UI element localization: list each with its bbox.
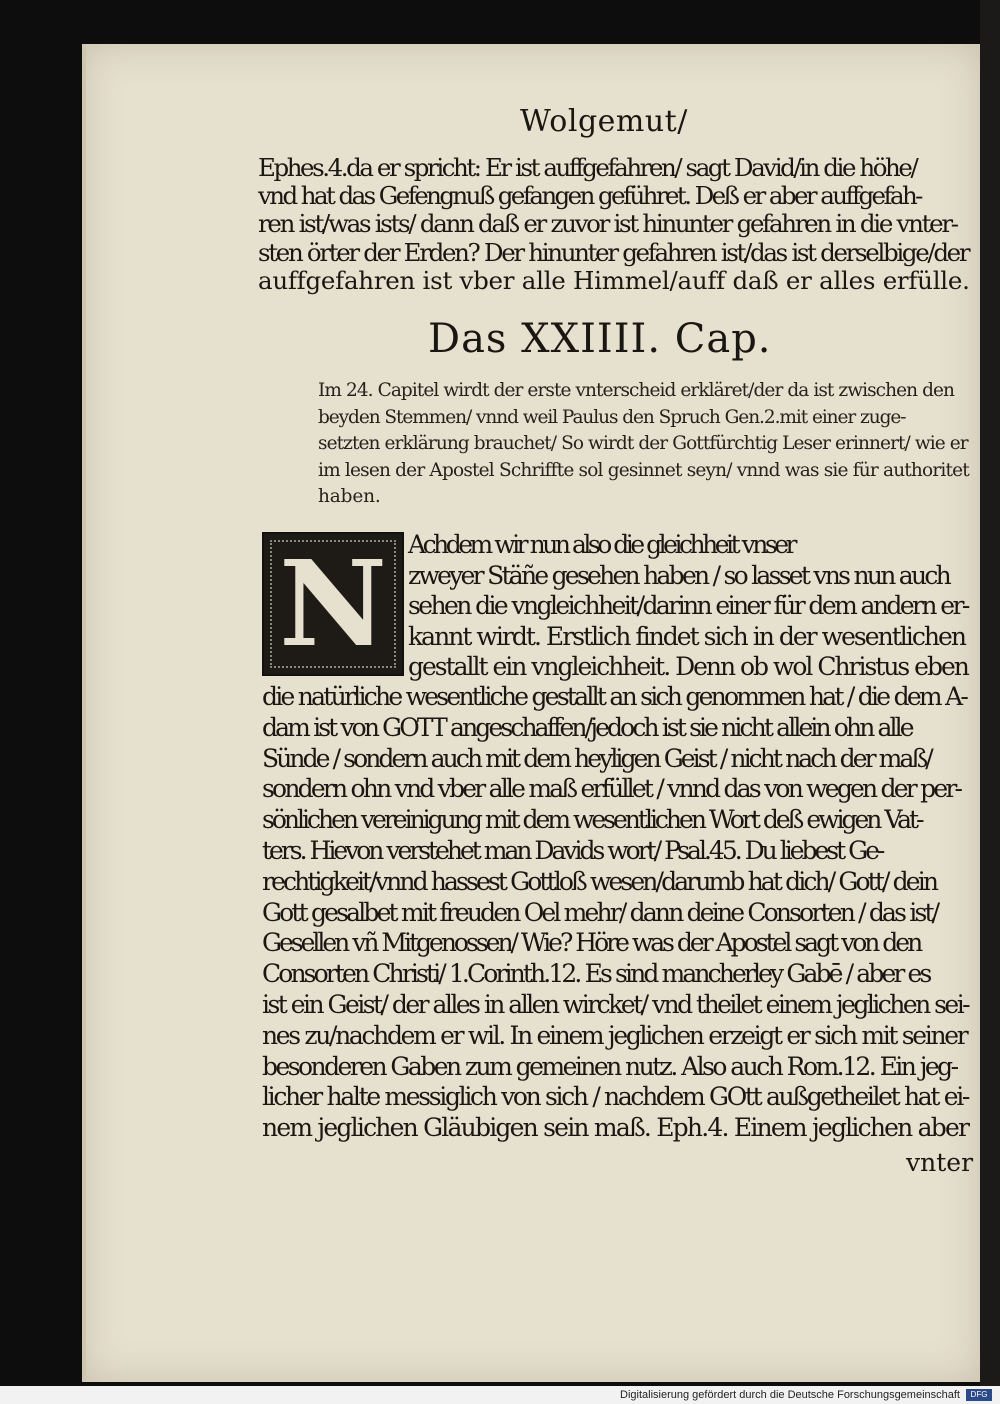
text-line: die natürliche wesentliche gestallt an sich genommen hat / die dem A- xyxy=(262,682,967,711)
text-line: Achdem wir nun also die gleichheit vnser xyxy=(408,530,794,559)
text-line: nem jeglichen Gläubigen sein maß. Eph.4. Einem jeglichen aber xyxy=(262,1113,969,1143)
text-line: ters. Hievon verstehet man Davids wort/ Psal.45. Du liebest Ge- xyxy=(262,835,883,865)
text-line: dam ist von GOTT angeschaffen/jedoch ist sie nicht allein ohn alle xyxy=(262,712,912,742)
summary-line: Im 24. Capitel wirdt der erste vnterscheid erkläret/der da ist zwischen den xyxy=(318,380,955,401)
summary-line: beyden Stemmen/ vnnd weil Paulus den Spruch Gen.2.mit einer zuge- xyxy=(318,406,906,428)
text-line: besonderen Gaben zum gemeinen nutz. Also auch Rom.12. Ein jeg- xyxy=(262,1051,957,1081)
text-line: auffgefahren ist vber alle Himmel/auff daß er alles erfülle. xyxy=(258,265,970,295)
text-line: rechtigkeit/vnnd hassest Gottloß wesen/darumb hat dich/ Gott/ dein xyxy=(262,866,937,896)
scan-edge-strip xyxy=(980,0,1000,1390)
text-line: sehen die vngleichheit/darinn einer für dem andern er- xyxy=(408,591,968,620)
text-line: sten örter der Erden? Der hinunter gefahren ist/das ist derselbige/der xyxy=(258,237,969,267)
intro-paragraph xyxy=(258,154,970,295)
chapter-summary xyxy=(318,378,969,511)
text-line: nes zu/nachdem er wil. In einem jeglichen erzeigt er sich mit seiner xyxy=(262,1020,967,1050)
funding-notice: Digitalisierung gefördert durch die Deutsche Forschungsgemeinschaft xyxy=(620,1389,960,1401)
chapter-heading: Das XXIIII. Cap. xyxy=(428,316,772,362)
text-line: Ephes.4.da er spricht: Er ist auffgefahren/ sagt David/in die höhe/ xyxy=(258,153,917,182)
page-gutter xyxy=(82,44,86,1382)
text-line: ist ein Geist/ der alles in allen wircket/ vnd theilet einem jeglichen sei- xyxy=(262,989,969,1019)
text-line: ren ist/was ists/ dann daß er zuvor ist hinunter gefahren in die vnter- xyxy=(258,209,957,239)
catchword: vnter xyxy=(906,1148,974,1177)
text-line: zweyer Stäñe gesehen haben / so lasset vns nun auch xyxy=(408,560,949,590)
dropcap-paragraph xyxy=(408,530,968,683)
text-line: vnd hat das Gefengnuß gefangen geführet. Deß er aber auffgefah- xyxy=(258,181,921,211)
initial-letter: N xyxy=(279,534,387,673)
text-line: Consorten Christi/ 1.Corinth.12. Es sind mancherley Gabē / aber es xyxy=(262,959,930,989)
summary-line: setzten erklärung brauchet/ So wirdt der Gottfürchtig Leser erinnert/ wie er xyxy=(318,433,968,455)
running-head: Wolgemut/ xyxy=(520,104,688,139)
summary-line: haben. xyxy=(318,486,381,508)
text-line: gestallt ein vngleichheit. Denn ob wol Christus eben xyxy=(408,652,968,681)
body-paragraph xyxy=(262,682,968,1144)
summary-line: im lesen der Apostel Schriffte sol gesinnet seyn/ vnnd was sie für authoritet xyxy=(318,459,969,481)
text-line: kannt wirdt. Erstlich findet sich in der wesentlichen xyxy=(408,621,965,651)
text-line: Gott gesalbet mit freuden Oel mehr/ dann deine Consorten / das ist/ xyxy=(262,897,938,927)
text-line: licher halte messiglich von sich / nachdem GOtt außgetheilet hat ei- xyxy=(262,1082,969,1112)
dfg-logo-icon: DFG xyxy=(966,1389,992,1401)
decorated-initial xyxy=(262,532,404,676)
text-line: sondern ohn vnd vber alle maß erfüllet / vnnd das von wegen der per- xyxy=(262,774,961,804)
text-line: sönlichen vereinigung mit dem wesentlichen Wort deß ewigen Vat- xyxy=(262,805,922,835)
text-line: Sünde / sondern auch mit dem heyligen Geist / nicht nach der maß/ xyxy=(262,743,931,773)
text-line: Gesellen vñ Mitgenossen/ Wie? Höre was der Apostel sagt von den xyxy=(262,928,921,958)
